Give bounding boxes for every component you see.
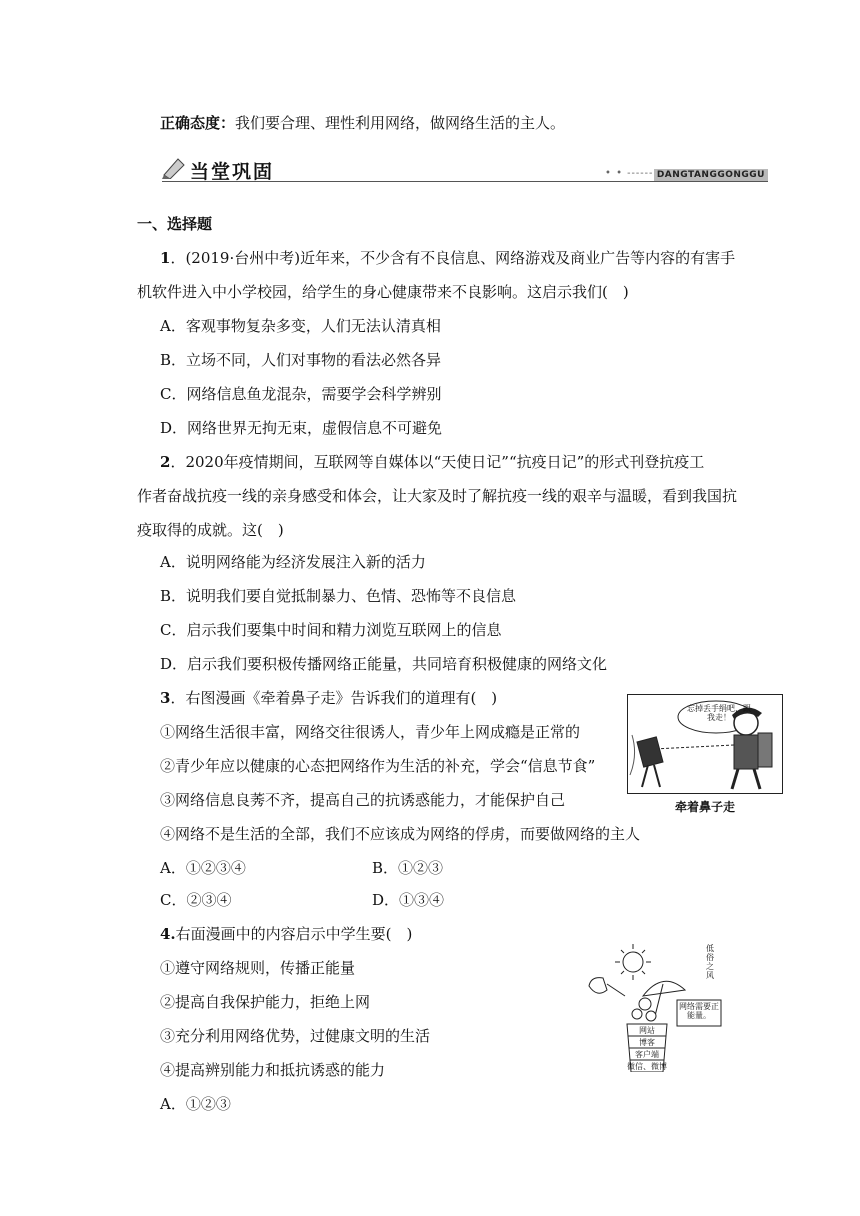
- comic-led-by-nose: [627, 694, 783, 820]
- q3-option-d: D．①③④: [372, 891, 445, 909]
- banner-rule: [162, 181, 768, 182]
- q4-item-4: ④提高辨别能力和抵抗诱惑的能力: [160, 1061, 386, 1079]
- q3-option-c: C．②③④: [160, 891, 232, 909]
- q3-item-1: ①网络生活很丰富，网络交往很诱人，青少年上网成瘾是正常的: [160, 723, 581, 741]
- pot-label-2: 博客: [639, 1038, 655, 1047]
- q3-option-a: A．①②③④: [160, 859, 246, 877]
- q3-text1: ．右图漫画《牵着鼻子走》告诉我们的道理有( ): [170, 689, 498, 707]
- section-title: 一、选择题: [137, 215, 213, 233]
- q2-line3: 疫取得的成就。这( ): [137, 521, 284, 539]
- comic-caption: 牵着鼻子走: [674, 800, 735, 814]
- banner-dots: • • ------: [605, 168, 654, 179]
- q3-item-2: ②青少年应以健康的心态把网络作为生活的补充，学会“信息节食”: [160, 757, 596, 775]
- q2-line2: 作者奋战抗疫一线的亲身感受和体会，让大家及时了解抗疫一线的艰辛与温暖，看到我国抗: [137, 487, 738, 505]
- comic-positive-energy: [585, 940, 735, 1072]
- pencil-icon: [162, 155, 186, 179]
- pot-label-3: 客户端: [635, 1050, 659, 1059]
- q4-item-3: ③充分利用网络优势，过健康文明的生活: [160, 1027, 431, 1045]
- q2-option-a: A．说明网络能为经济发展注入新的活力: [160, 553, 426, 571]
- q1-option-b: B．立场不同，人们对事物的看法必然各异: [160, 351, 442, 369]
- q2-option-c: C．启示我们要集中时间和精力浏览互联网上的信息: [160, 621, 502, 639]
- section-banner: [162, 153, 768, 187]
- umbrella-label: 低俗之风: [706, 944, 714, 980]
- q2-text1: ．2020年疫情期间，互联网等自媒体以“天使日记”“抗疫日记”的形式刊登抗疫工: [170, 453, 705, 471]
- q3-number: 3: [160, 689, 171, 707]
- intro-line: [160, 113, 565, 133]
- intro-text: 我们要合理、理性利用网络，做网络生活的主人。: [235, 114, 566, 132]
- q4-number: 4.: [160, 925, 176, 943]
- q3-item-4: ④网络不是生活的全部，我们不应该成为网络的俘虏，而要做网络的主人: [160, 825, 641, 843]
- q1-option-a: A．客观事物复杂多变，人们无法认清真相: [160, 317, 441, 335]
- q4-item-1: ①遵守网络规则，传播正能量: [160, 959, 356, 977]
- pot-label-1: 网站: [639, 1026, 655, 1035]
- intro-label: 正确态度：: [160, 114, 236, 132]
- q1-text1: ．(2019·台州中考)近年来，不少含有不良信息、网络游戏及商业广告等内容的有害手: [170, 249, 736, 267]
- q1-line2: 机软件进入中小学校园，给学生的身心健康带来不良影响。这启示我们( ): [137, 283, 629, 301]
- q4-option-a: A．①②③: [160, 1095, 231, 1113]
- q2-option-d: D．启示我们要积极传播网络正能量，共同培育积极健康的网络文化: [160, 655, 608, 673]
- banner-tag: DANGTANGGONGGU: [654, 169, 768, 181]
- q2-option-b: B．说明我们要自觉抵制暴力、色情、恐怖等不良信息: [160, 587, 517, 605]
- q1-line1: [160, 248, 735, 268]
- banner-title: 当堂巩固: [190, 161, 275, 183]
- q4-text1: 右面漫画中的内容启示中学生要( ): [175, 925, 413, 943]
- q3-item-3: ③网络信息良莠不齐，提高自己的抗诱惑能力，才能保护自己: [160, 791, 566, 809]
- q1-option-c: C．网络信息鱼龙混杂，需要学会科学辨别: [160, 385, 442, 403]
- sign-label: 网络需要正能量。: [679, 1002, 719, 1020]
- q2-number: 2: [160, 453, 171, 471]
- q2-line1: [160, 452, 704, 472]
- comic-speech-bubble: 忘掉丢手绢吧，跟我走！: [687, 704, 751, 722]
- q3-line1: [160, 688, 497, 708]
- q1-number: 1: [160, 249, 171, 267]
- q4-line1: [160, 924, 412, 944]
- pot-label-4: 微信、微博: [627, 1062, 667, 1071]
- q1-option-d: D．网络世界无拘无束，虚假信息不可避免: [160, 419, 443, 437]
- q3-option-b: B．①②③: [372, 859, 444, 877]
- q4-item-2: ②提高自我保护能力，拒绝上网: [160, 993, 371, 1011]
